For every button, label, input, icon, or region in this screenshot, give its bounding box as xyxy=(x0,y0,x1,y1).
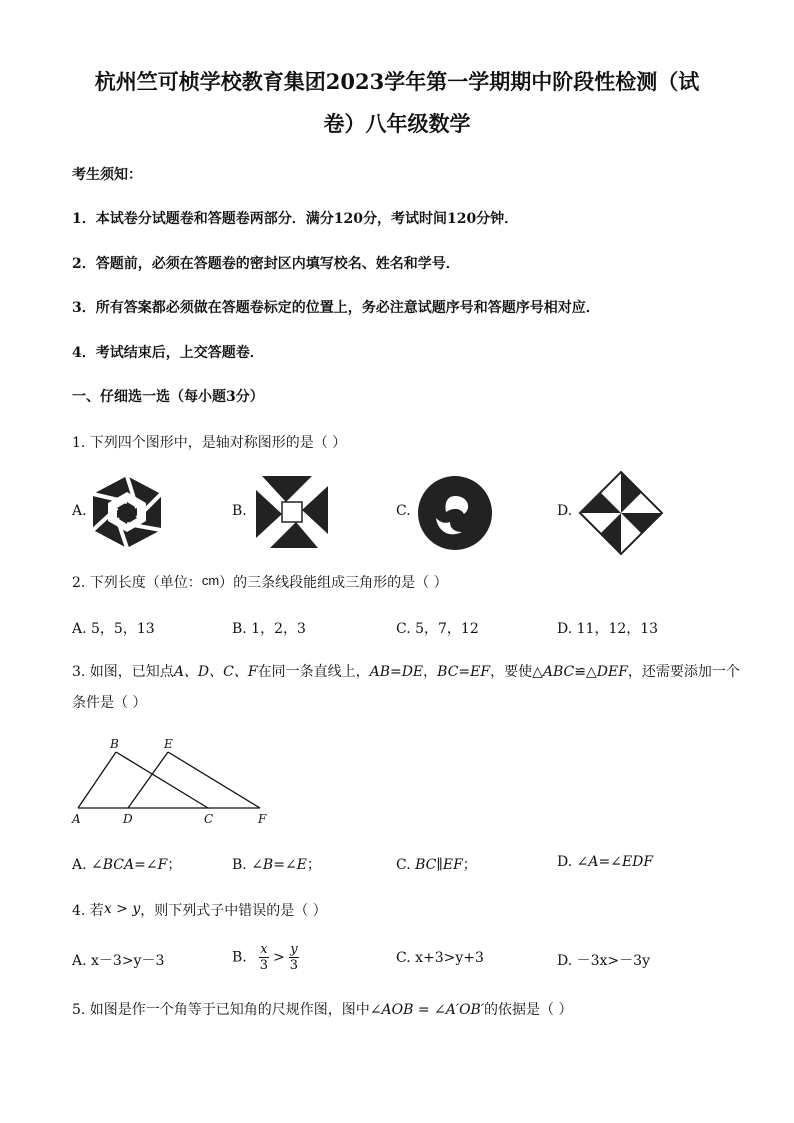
q3b-v1: B xyxy=(262,857,274,873)
q4-stem-start: 4. 若 xyxy=(72,903,104,919)
q4-stem-end: ，则下列式子中错误的是（ ） xyxy=(140,903,327,919)
q3-congruent: ≌△ xyxy=(574,664,597,680)
q3d-pre: D. ∠ xyxy=(557,854,589,870)
q2-stem-end: ）的三条线段能组成三角形的是（ ） xyxy=(219,575,448,591)
triangles-figure xyxy=(68,736,278,826)
q4b-y: y xyxy=(290,942,298,957)
q3-option-c xyxy=(396,854,477,874)
q3b-v2: E xyxy=(296,857,307,873)
q4b-fraction-x xyxy=(259,942,268,973)
q3b-pre: B. ∠ xyxy=(232,857,263,873)
notice-item-4: 4．考试结束后，上交答题卷． xyxy=(72,345,264,361)
q2-option-d: D. 11，12，13 xyxy=(557,621,659,637)
notice-item-1: 1．本试卷分试题卷和答题卷两部分．满分120分，考试时间120分钟． xyxy=(72,211,519,227)
question-3-stem-line2: 条件是（ ） xyxy=(72,695,147,711)
q4-option-c: C. x+3>y+3 xyxy=(396,950,484,966)
q3-text-3: ，要使△ xyxy=(490,664,543,680)
q3-condition-1: AB=DE xyxy=(369,664,424,680)
q1-label-c: C. xyxy=(396,503,411,519)
notice-item-2: 2．答题前，必须在答题卷的密封区内填写校名、姓名和学号． xyxy=(72,256,460,272)
q3c-v1: BC xyxy=(415,857,437,873)
figure-label-d: D xyxy=(123,812,133,826)
q2-option-c: C. 5，7，12 xyxy=(396,621,479,637)
hexagon-pinwheel-figure xyxy=(88,472,166,552)
q3-text-4: ，还需要添加一个 xyxy=(627,664,740,680)
q3d-v2: EDF xyxy=(621,854,654,870)
question-3-stem xyxy=(72,661,740,681)
q4-option-d: D. －3x>－3y xyxy=(557,953,650,969)
q3c-end: ； xyxy=(462,857,477,873)
q4b-gt: > xyxy=(273,949,285,966)
q3-sep: ， xyxy=(423,664,438,680)
question-1-stem: 1. 下列四个图形中，是轴对称图形的是（ ） xyxy=(72,435,347,451)
notice-heading: 考生须知： xyxy=(72,167,142,183)
q3c-pre: C. xyxy=(396,857,416,873)
question-4-stem xyxy=(72,900,327,920)
q2-option-b: B. 1，2，3 xyxy=(232,621,306,637)
q2-stem-start: 2. 下列长度（单位： xyxy=(72,575,202,591)
q4-option-a: A. x－3>y－3 xyxy=(72,953,165,969)
figure-label-e: E xyxy=(164,737,173,751)
q3-condition-2: BC=EF xyxy=(437,664,491,680)
q3a-mid: =∠ xyxy=(134,857,158,873)
q3-triangle-1: ABC xyxy=(542,664,575,680)
q3a-pre: A. ∠ xyxy=(72,857,103,873)
figure-label-f: F xyxy=(258,812,267,826)
q3b-mid: =∠ xyxy=(273,857,297,873)
q1-label-b: B. xyxy=(232,503,247,519)
q5-stem-start: 5. 如图是作一个角等于已知角的尺规作图，图中 xyxy=(72,1002,370,1018)
q3d-mid: =∠ xyxy=(598,854,622,870)
q4b-den-1: 3 xyxy=(259,958,269,973)
q3-option-b xyxy=(232,854,321,874)
q3b-end: ； xyxy=(306,857,321,873)
q3a-v2: F xyxy=(157,857,168,873)
q3-option-d xyxy=(557,854,653,870)
q3-text-1: 3. 如图，已知点 xyxy=(72,664,174,680)
figure-label-c: C xyxy=(204,812,214,826)
q1-label-a: A. xyxy=(72,503,87,519)
q3c-v2: EF xyxy=(442,857,463,873)
q4b-fraction-y xyxy=(289,942,298,973)
q3-triangle-2: DEF xyxy=(596,664,628,680)
square-triangles-figure xyxy=(252,472,332,552)
question-2-stem xyxy=(72,572,448,592)
q3a-end: ； xyxy=(167,857,182,873)
q1-label-d: D. xyxy=(557,503,573,519)
q4b-den-2: 3 xyxy=(289,958,298,973)
q3-text-2: 在同一条直线上， xyxy=(257,664,370,680)
q2-option-a: A. 5，5，13 xyxy=(72,621,155,637)
notice-item-3: 3．所有答案都必须做在答题卷标定的位置上，务必注意试题序号和答题序号相对应． xyxy=(72,300,600,316)
circle-tomoe-figure xyxy=(416,474,494,552)
figure-label-b: B xyxy=(110,737,119,751)
q3a-v1: BCA xyxy=(102,857,135,873)
q4-condition: x > y xyxy=(103,901,141,917)
q3-points: A、D、C、F xyxy=(173,664,258,680)
q5-stem-end: 的依据是（ ） xyxy=(484,1002,573,1018)
q3d-v1: A xyxy=(588,854,599,870)
question-5-stem xyxy=(72,999,572,1019)
figure-label-a: A xyxy=(72,812,81,826)
q4b-label: B. xyxy=(232,949,247,966)
page-title: 杭州竺可桢学校教育集团2023学年第一学期期中阶段性检测（试 xyxy=(94,69,700,94)
q4b-x: x xyxy=(260,942,268,957)
q3-option-a xyxy=(72,854,181,874)
q4-option-b xyxy=(232,942,299,973)
page-title-line2: 卷）八年级数学 xyxy=(323,111,471,136)
q2-unit: cm xyxy=(201,573,220,588)
q3c-mid: ∥ xyxy=(436,857,443,873)
diamond-pinwheel-figure xyxy=(578,470,664,556)
q5-equation: ∠AOB = ∠A′OB′ xyxy=(369,1002,485,1018)
section-heading: 一、仔细选一选（每小题3分） xyxy=(72,389,264,405)
